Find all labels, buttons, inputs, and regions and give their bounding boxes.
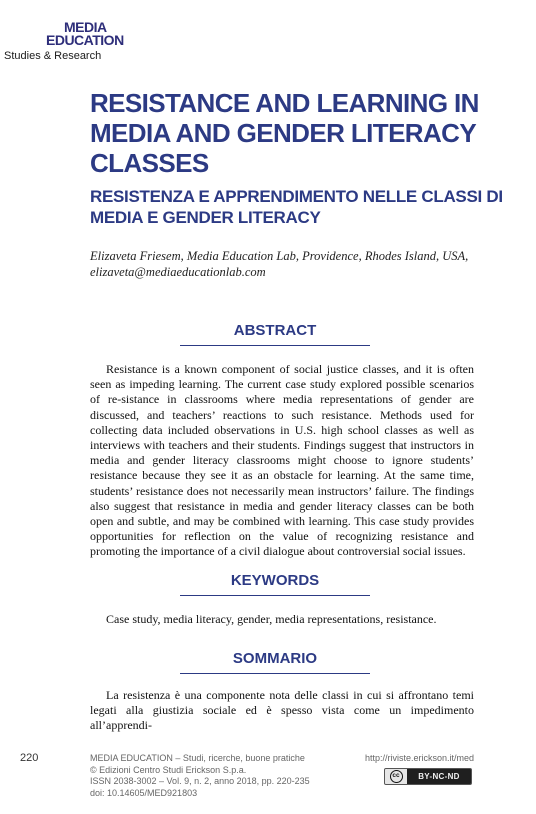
cc-license-label: BY-NC-ND	[407, 769, 471, 784]
footer-issn: ISSN 2038-3002 – Vol. 9, n. 2, anno 2018, pp. 220-235	[90, 776, 310, 786]
brand-logo-education: EDUCATION	[46, 32, 124, 48]
page-number: 220	[20, 752, 39, 764]
keywords-text: Case study, media literacy, gender, media representations, resistance.	[106, 612, 437, 626]
footer-doi[interactable]: doi: 10.14605/MED921803	[90, 787, 198, 798]
sommario-heading: SOMMARIO	[232, 650, 318, 667]
brand-subtitle: Studies & Research	[4, 50, 102, 62]
abstract-text: Resistance is a known component of social justice classes, and it is often seen as impeding learning. The current case study explored possible scenarios of re-sistance in classrooms where media representations of gender are discussed, and teachers’ reactions to such resistance. Methods used for collecting data included observations in U.S. high school classes as well as interviews with teachers and their students. Findings suggest that instructors in media and gender literacy classrooms might choose to ignore students’ resistance because they see it as an obstacle for learning. At the same time, students’ resistance does not necessarily mean instructors’ failure. The findings also suggest that resistance in media and gender literacy classes can be both open and subtle, and may be combined with learning. This case study provides opportunities for reflection on the value of recognizing resistance and promoting the importance of a civil dialogue about controversial social issues.	[90, 362, 474, 559]
brand-logo-media: MEDIA	[64, 19, 107, 35]
cc-license-badge[interactable]	[384, 768, 472, 785]
author-affiliation: Elizaveta Friesem, Media Education Lab, Providence, Rhodes Island, USA, elizaveta@mediaeducationlab.com	[90, 249, 469, 279]
footer-citation	[90, 753, 350, 799]
sommario-text: La resistenza è una componente nota delle classi in cui si affrontano temi legati alla giustizia sociale ed è spesso vista come un impedimento all’apprendi-	[90, 688, 474, 733]
cc-icon: cc	[385, 769, 407, 784]
footer-publisher: © Edizioni Centro Studi Erickson S.p.a.	[90, 764, 247, 775]
article-subtitle: RESISTENZA E APPRENDIMENTO NELLE CLASSI DI MEDIA E GENDER LITERACY	[90, 187, 503, 227]
journal-url-link[interactable]: http://riviste.erickson.it/med	[364, 753, 474, 763]
keywords-rule	[180, 595, 370, 596]
sommario-rule	[180, 673, 370, 674]
article-title: RESISTANCE AND LEARNING IN MEDIA AND GENDER LITERACY CLASSES	[90, 88, 479, 178]
abstract-rule	[180, 345, 370, 346]
abstract-heading: ABSTRACT	[233, 322, 317, 339]
footer-journal: MEDIA EDUCATION – Studi, ricerche, buone pratiche	[90, 753, 305, 763]
keywords-heading: KEYWORDS	[230, 572, 320, 589]
